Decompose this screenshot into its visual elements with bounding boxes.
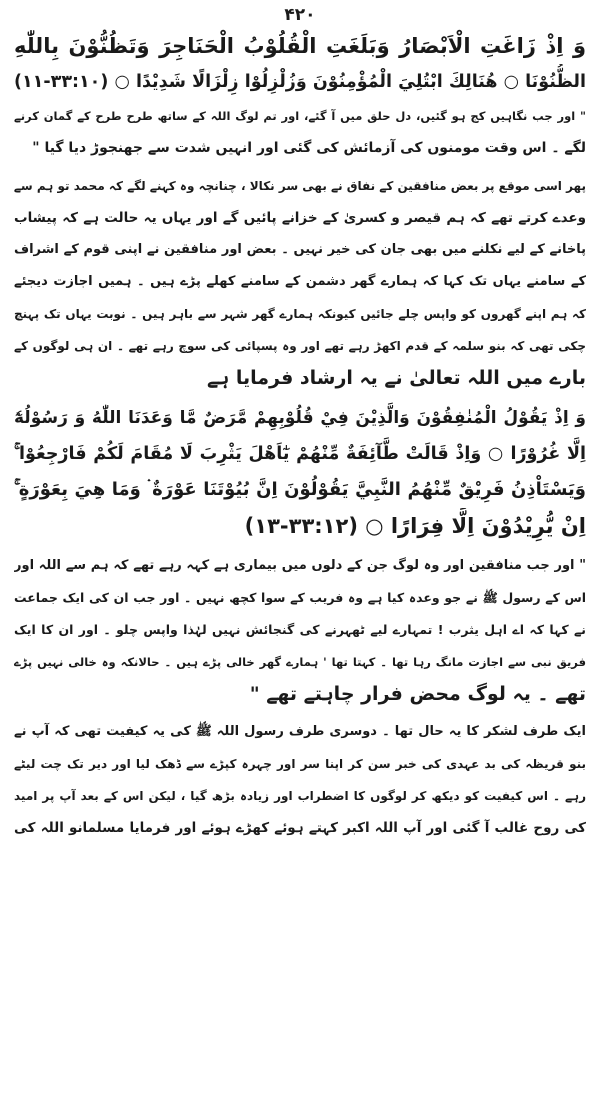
arabic-verse-line: الظُّنُوْنَا ○ هُنَالِكَ ابْتُلِيَ الْمُؤْمِنُوْنَ وَزُلْزِلُوْا زِلْزَالًا شَدِيْدًا ○ (۳۳:۱۰-۱۱)	[14, 72, 586, 92]
urdu-text-line: لگے ۔ اس وقت مومنوں کی آزمائش کی گئی اور انہیں شدت سے جھنجوڑ دیا گیا "	[32, 140, 586, 156]
urdu-text-line: پاخانے کے لیے نکلنے میں بھی جان کی خیر نہیں ۔ بعض اور منافقین نے اپنی قوم کے اشراف	[14, 242, 586, 257]
urdu-text-line: کہ ہم اپنے گھروں کو واپس چلے جائیں کیونکہ ہمارے گھر شہر سے باہر ہیں ۔ نوبت یہاں تک پہنچ	[14, 307, 586, 321]
urdu-text-line: رہے ۔ اس کیفیت کو دیکھ کر لوگوں کا اضطراب اور زیادہ بڑھ گیا ، لیکن اس کے بعد آپ پر امید	[14, 789, 586, 803]
page-number: ۴۲۰	[284, 5, 316, 25]
arabic-verse-line: وَ اِذْ يَقُوْلُ الْمُنٰفِقُوْنَ وَالَّذِيْنَ فِيْ قُلُوْبِهِمْ مَّرَضٌ مَّا وَعَدَنَا اللّٰهُ وَ رَسُوْلُهٗٓ	[14, 408, 586, 428]
urdu-text-line: اس کے رسول ﷺ نے جو وعدہ کیا ہے وہ فریب کے سوا کچھ نہیں ۔ اور جب ان کی ایک جماعت	[14, 590, 586, 605]
urdu-text-line: " اور جب نگاہیں کج ہو گئیں، دل حلق میں آ گئے، اور تم لوگ اللہ کے ساتھ طرح طرح کے گمان کرنے	[14, 109, 586, 123]
arabic-verse-line: اِلَّا غُرُوْرًا ○ وَاِذْ قَالَتْ طَّآئِفَةٌ مِّنْهُمْ يٰٓاَهْلَ يَثْرِبَ لَا مُقَامَ لَكُمْ فَارْجِعُوْا ۚ	[14, 444, 586, 464]
urdu-text-line: فریق نبی سے اجازت مانگ رہا تھا ۔ کہتا تھا ' ہمارے گھر خالی پڑے ہیں ۔ حالانکہ وہ خالی نہیں پڑے	[14, 655, 586, 669]
arabic-verse-line: وَيَسْتَاْذِنُ فَرِيْقٌ مِّنْهُمُ النَّبِيَّ يَقُوْلُوْنَ اِنَّ بُيُوْتَنَا عَوْرَةٌ ۛ وَمَا هِيَ بِعَوْرَةٍ ۚ	[14, 479, 586, 500]
urdu-text-line: ایک طرف لشکر کا یہ حال تھا ۔ دوسری طرف رسول اللہ ﷺ کی یہ کیفیت تھی کہ آپ نے	[14, 724, 586, 739]
urdu-text-line: تھے ۔ یہ لوگ محض فرار چاہتے تھے "	[249, 683, 586, 705]
arabic-verse-line: اِنْ يُّرِيْدُوْنَ اِلَّا فِرَارًا ○ (۳۳:۱۲-۱۳)	[244, 514, 586, 538]
arabic-verse-line: وَ اِذْ زَاغَتِ الْاَبْصَارُ وَبَلَغَتِ الْقُلُوْبُ الْحَنَاجِرَ وَتَظُنُّوْنَ بِاللّٰهِ	[14, 34, 586, 58]
urdu-text-line: بارے میں اللہ تعالیٰ نے یہ ارشاد فرمایا ہے	[206, 367, 586, 389]
urdu-text-line: وعدے کرتے تھے کہ ہم قیصر و کسریٰ کے خزانے پائیں گے اور یہاں یہ حالت ہے کہ پیشاب	[14, 210, 586, 226]
urdu-text-line: چکی تھی کہ بنو سلمہ کے قدم اکھڑ رہے تھے اور وہ پسپائی کی سوچ رہے تھے ۔ ان ہی لوگوں کے	[14, 339, 586, 353]
urdu-text-line: کی روح غالب آ گئی اور آپ اللہ اکبر کہتے ہوئے کھڑے ہوئے اور فرمایا مسلمانو اللہ کی	[14, 820, 586, 836]
urdu-text-line: نے کہا کہ اے اہل یثرب ! تمہارے لیے ٹھہرنے کی گنجائش نہیں لہٰذا واپس چلو ۔ اور ان کا ایک	[14, 622, 586, 637]
urdu-text-line: " اور جب منافقین اور وہ لوگ جن کے دلوں میں بیماری ہے کہہ رہے تھے کہ ہم سے اللہ اور	[14, 558, 586, 573]
urdu-text-line: بنو قریظہ کی بد عہدی کی خبر سن کر اپنا سر اور چہرہ کپڑے سے ڈھک لیا اور دیر تک چت لیٹے	[14, 757, 586, 771]
urdu-text-line: پھر اسی موقع پر بعض منافقین کے نفاق نے بھی سر نکالا ، چنانچہ وہ کہنے لگے کہ محمد تو ہم سے	[14, 179, 586, 193]
text-body	[14, 28, 586, 844]
urdu-text-line: کے سامنے یہاں تک کہا کہ ہمارے گھر دشمن کے سامنے کھلے پڑے ہیں ۔ ہمیں اجازت دیجئے	[14, 274, 586, 289]
